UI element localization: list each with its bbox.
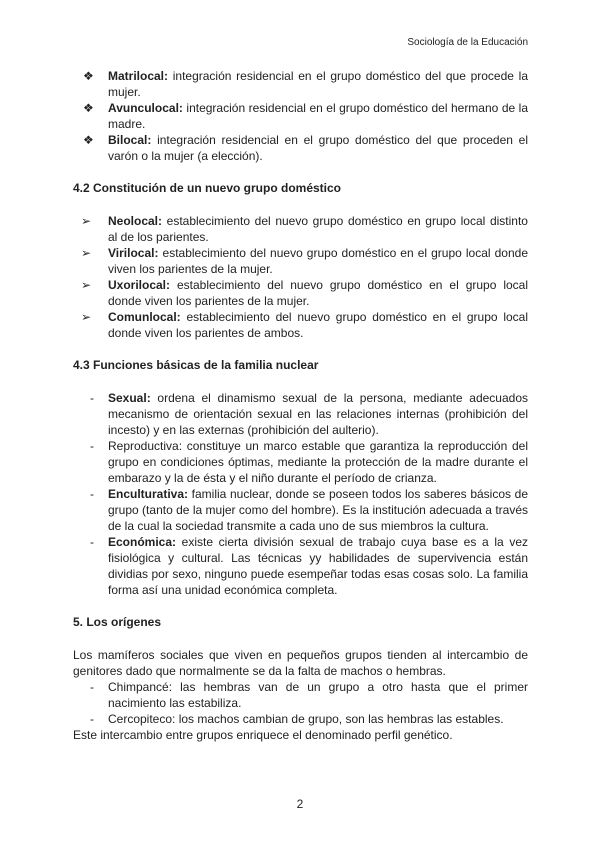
running-header: Sociología de la Educación (407, 37, 528, 48)
diamond-bullet-icon: ❖ (83, 69, 94, 83)
definition: ordena el dinamismo sexual de la persona, mediante adecuados mecanismo de orientación sexual en las relaciones internas (prohibición del incesto) y en las externas (prohibición del aulterio). (108, 391, 528, 437)
dash-bullet: - (90, 391, 94, 405)
definition: establecimiento del nuevo grupo doméstico en el grupo local donde viven los parientes de la mujer. (108, 246, 528, 276)
dash-bullet: - (90, 712, 94, 726)
term: Bilocal: (108, 133, 152, 147)
definition: establecimiento del nuevo grupo doméstico en el grupo local donde viven los parientes de ambos. (108, 310, 528, 340)
page-content (73, 68, 528, 743)
definition: Reproductiva: constituye un marco estable que garantiza la reproducción del grupo en condiciones óptimas, mediante la protección de la madre durante el embarazo y la de ésta y el niño durante el período de crianza. (108, 439, 528, 485)
term: Económica: (108, 535, 177, 549)
arrow-bullet-icon: ➢ (81, 246, 92, 260)
term: Virilocal: (108, 246, 159, 260)
diamond-bullet-icon: ❖ (83, 133, 94, 147)
diamond-bullet-icon: ❖ (83, 101, 94, 115)
definition: Cercopiteco: los machos cambian de grupo, son las hembras las estables. (108, 712, 504, 726)
term: Neolocal: (108, 214, 163, 228)
list-item (73, 390, 528, 438)
definition: Chimpancé: las hembras van de un grupo a otro hasta que el primer nacimiento las estabiliza. (108, 680, 528, 710)
section-heading-5: 5. Los orígenes (73, 615, 162, 629)
section-heading-4-2: 4.2 Constitución de un nuevo grupo doméstico (73, 181, 342, 195)
definition: familia nuclear, donde se poseen todos los saberes básicos de grupo (tanto de la mujer como del hombre). Es la institución adecuada a través de la cual la sociedad transmite a cada uno de sus miembros la cultura. (108, 487, 529, 533)
dash-bullet: - (90, 680, 94, 694)
arrow-bullet-icon: ➢ (81, 214, 92, 228)
list-item (73, 486, 528, 534)
dash-bullet: - (90, 439, 94, 453)
intro-paragraph: Los mamíferos sociales que viven en pequeños grupos tienden al intercambio de genitores dado que normalmente se da la falta de machos o hembras. (73, 648, 528, 678)
arrow-bullet-icon: ➢ (81, 310, 92, 324)
list-item (73, 277, 528, 309)
nuclear-family-functions-list (73, 390, 528, 598)
origins-list (73, 679, 528, 727)
term: Comunlocal: (108, 310, 181, 324)
list-item (73, 100, 528, 132)
new-domestic-group-list (73, 213, 528, 341)
dash-bullet: - (90, 535, 94, 549)
definition: integración residencial en el grupo doméstico del hermano de la madre. (108, 101, 528, 131)
residence-list (73, 68, 528, 164)
definition: existe cierta división sexual de trabajo cuya base es a la vez fisiológica y cultural. Las técnicas yy habilidades de supervivencia están dividias por sexo, ninguno puede esempeñar todas esas cosas solo. La familia forma así una unidad económica completa. (108, 535, 528, 597)
list-item (73, 245, 528, 277)
list-item (73, 679, 528, 711)
term: Enculturativa: (108, 487, 189, 501)
list-item (73, 534, 528, 598)
definition: integración residencial en el grupo doméstico del que proceden el varón o la mujer (a elección). (108, 133, 528, 163)
term: Uxorilocal: (108, 278, 171, 292)
list-item (73, 68, 528, 100)
term: Matrilocal: (108, 69, 169, 83)
definition: establecimiento del nuevo grupo doméstico en el grupo local donde viven los parientes de la mujer. (108, 278, 529, 308)
dash-bullet: - (90, 487, 94, 501)
term: Sexual: (108, 391, 151, 405)
closing-paragraph: Este intercambio entre grupos enriquece el denominado perfil genético. (73, 728, 453, 742)
list-item (73, 438, 528, 486)
list-item (73, 213, 528, 245)
list-item (73, 132, 528, 164)
definition: integración residencial en el grupo doméstico del que procede la mujer. (108, 69, 528, 99)
list-item (73, 711, 528, 727)
arrow-bullet-icon: ➢ (81, 278, 92, 292)
page-number: 2 (296, 797, 304, 811)
section-heading-4-3: 4.3 Funciones básicas de la familia nuclear (73, 358, 319, 372)
term: Avunculocal: (108, 101, 183, 115)
list-item (73, 309, 528, 341)
definition: establecimiento del nuevo grupo doméstico en grupo local distinto al de los parientes. (108, 214, 528, 244)
